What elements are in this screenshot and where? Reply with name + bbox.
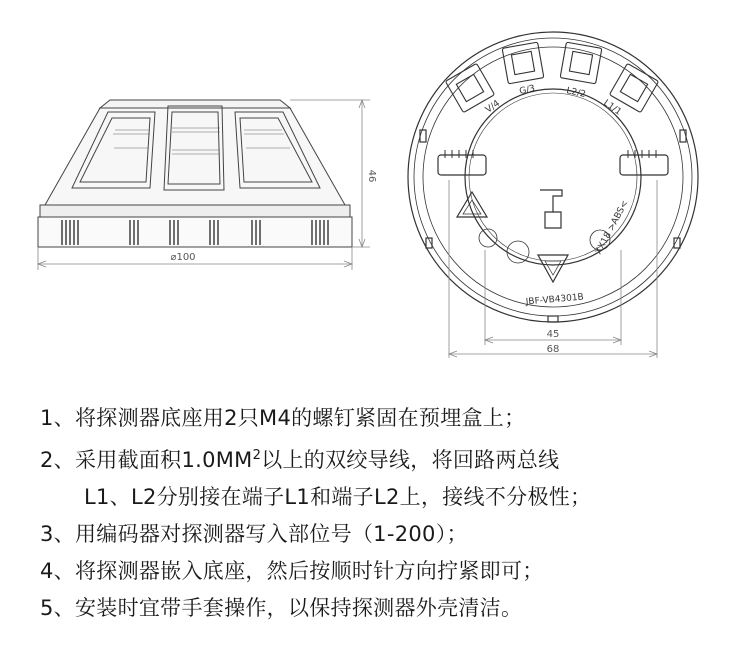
height-label: 46 [366, 169, 377, 183]
terminal-label-g3: G/3 [518, 83, 537, 97]
installation-instructions [40, 400, 740, 627]
base-view [408, 32, 698, 358]
model-label: JBF-VB4301B [525, 292, 585, 308]
instruction-4: 4、将探测器嵌入底座，然后按顺时针方向拧紧即可； [40, 559, 544, 583]
terminal-label-l2: L2/2 [565, 86, 587, 100]
material-mark-label: XX18 >ABS< [593, 199, 631, 257]
instruction-3: 3、用编码器对探测器写入部位号（1-200）； [40, 522, 468, 546]
terminal-label-v4: V/4 [483, 98, 502, 116]
diameter-label: ⌀100 [170, 252, 196, 263]
dimension-68-label: 68 [546, 344, 560, 355]
terminal-label-l1: L1/1 [601, 98, 623, 118]
instruction-2: 2、采用截面积$1.0MM^2$以上的双绞导线，将回路两总线 [40, 448, 560, 472]
instruction-5: 5、安装时宜带手套操作，以保持探测器外壳清洁。 [40, 596, 523, 620]
side-view [38, 100, 370, 270]
dimension-45-label: 45 [546, 329, 560, 340]
instruction-2-continued: L1、L2分别接在端子L1和端子L2上，接线不分极性； [84, 485, 592, 509]
instruction-1: 1、将探测器底座用2只M4的螺钉紧固在预埋盒上； [40, 406, 526, 430]
